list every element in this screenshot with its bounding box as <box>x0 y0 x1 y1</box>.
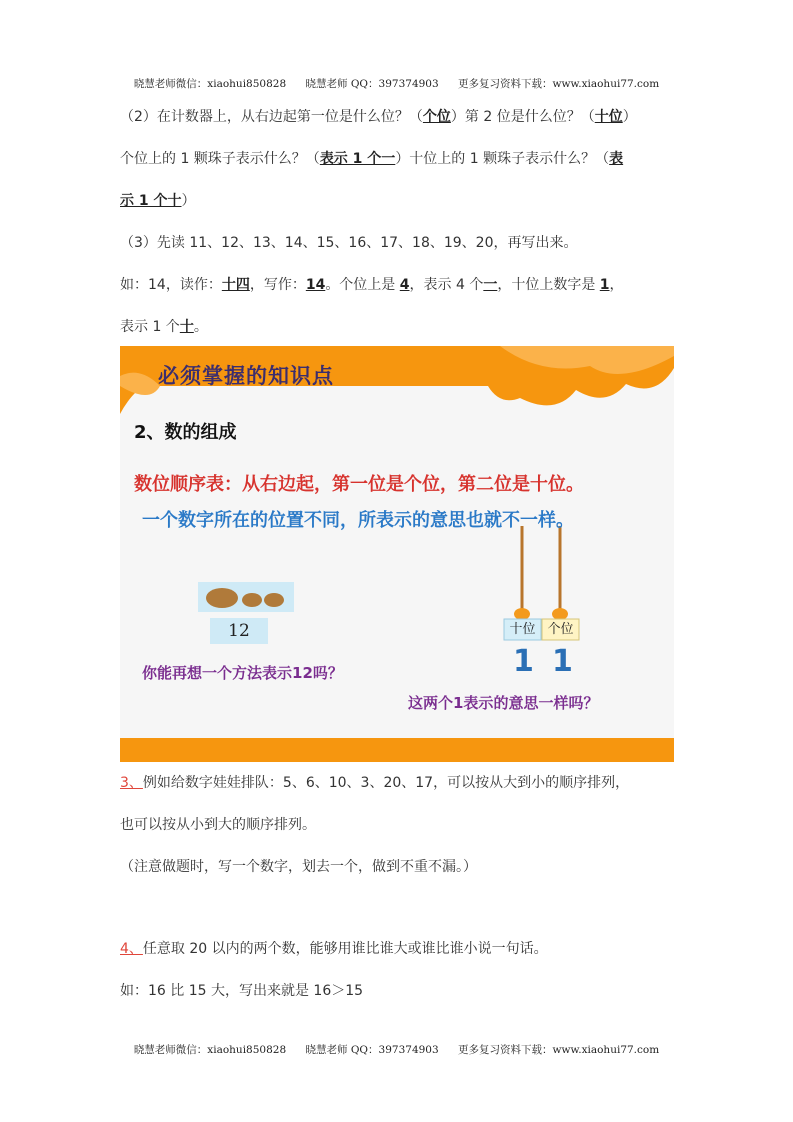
text: 任意取 20 以内的两个数，能够用谁比谁大或谁比谁小说一句话。 <box>142 941 548 957</box>
place-value-note: 一个数字所在的位置不同，所表示的意思也就不一样。 <box>142 510 574 531</box>
footer-download: 更多复习资料下载：www.xiaohui77.com <box>458 1044 660 1056</box>
para-counter-q1 <box>120 96 676 138</box>
text: 个位上的 1 颗珠子表示什么？（ <box>120 151 320 167</box>
text: ，写作： <box>249 277 306 293</box>
number-twelve-box: 12 <box>210 618 268 644</box>
header-wechat: 晓慧老师微信：xiaohui850828 <box>133 78 287 90</box>
digit-ones: 1 <box>552 644 573 679</box>
answer: 14 <box>305 277 326 293</box>
item-number: 3、 <box>120 775 143 791</box>
para-ordering-note: （注意做题时，写一个数字，划去一个，做到不重不漏。） <box>120 859 477 875</box>
text: ） <box>181 193 196 209</box>
footer-qq: 晓慧老师 QQ：397374903 <box>305 1044 439 1056</box>
text: 。个位上是 <box>325 277 400 293</box>
para-example-cont <box>120 306 676 348</box>
label-tens: 十位 <box>509 622 536 637</box>
text: 例如给数字娃娃排队：5、6、10、3、20、17，可以按从大到小的顺序排列， <box>142 775 630 791</box>
answer: 4 <box>399 277 410 293</box>
answer: 表示 1 个一 <box>319 151 396 167</box>
para-read-write: （3）先读 11、12、13、14、15、16、17、18、19、20，再写出来。 <box>120 235 578 251</box>
text: （2）在计数器上，从右边起第一位是什么位？（ <box>120 109 423 125</box>
question-represent-12: 你能再想一个方法表示12吗？ <box>142 664 343 682</box>
footer-wechat: 晓慧老师微信：xiaohui850828 <box>133 1044 287 1056</box>
place-value-rule: 数位顺序表：从右边起，第一位是个位，第二位是十位。 <box>134 474 584 495</box>
answer: 表 <box>609 151 624 167</box>
answer: 示 1 个十 <box>120 193 182 209</box>
label-ones: 个位 <box>547 622 574 637</box>
text: ）第 2 位是什么位？（ <box>450 109 595 125</box>
digit-tens: 1 <box>513 644 534 679</box>
para-example <box>120 264 676 306</box>
text: ）十位上的 1 颗珠子表示什么？（ <box>395 151 610 167</box>
page-header <box>0 76 793 91</box>
header-qq: 晓慧老师 QQ：397374903 <box>305 78 439 90</box>
answer: 1 <box>599 277 610 293</box>
bean-icon <box>198 582 294 612</box>
answer: 十位 <box>594 109 623 125</box>
para-compare-example: 如：16 比 15 大，写出来就是 16＞15 <box>120 983 364 999</box>
text: 如：14，读作： <box>120 277 222 293</box>
text: 表示 1 个 <box>120 319 180 335</box>
answer: 一 <box>483 277 498 293</box>
beans-illustration <box>198 582 294 612</box>
text: ） <box>622 109 637 125</box>
para-ordering <box>120 762 676 804</box>
text: ，十位上数字是 <box>497 277 600 293</box>
answer: 个位 <box>422 109 451 125</box>
text: ， <box>609 277 624 293</box>
para-counter-q2-cont <box>120 180 676 222</box>
header-download: 更多复习资料下载：www.xiaohui77.com <box>458 78 660 90</box>
para-counter-q2 <box>120 138 676 180</box>
question-same-meaning: 这两个1表示的意思一样吗？ <box>408 694 599 712</box>
panel-subtitle: 2、数的组成 <box>134 422 237 443</box>
text: 。 <box>193 319 208 335</box>
para-compare <box>120 928 676 970</box>
page-footer <box>0 1042 793 1057</box>
knowledge-panel <box>120 346 674 760</box>
answer: 十 <box>179 319 194 335</box>
panel-footer-bar <box>120 738 674 762</box>
text: ，表示 4 个 <box>409 277 484 293</box>
panel-title: 必须掌握的知识点 <box>158 363 334 388</box>
item-number: 4、 <box>120 941 143 957</box>
para-ordering-cont: 也可以按从小到大的顺序排列。 <box>120 817 316 833</box>
answer: 十四 <box>221 277 250 293</box>
